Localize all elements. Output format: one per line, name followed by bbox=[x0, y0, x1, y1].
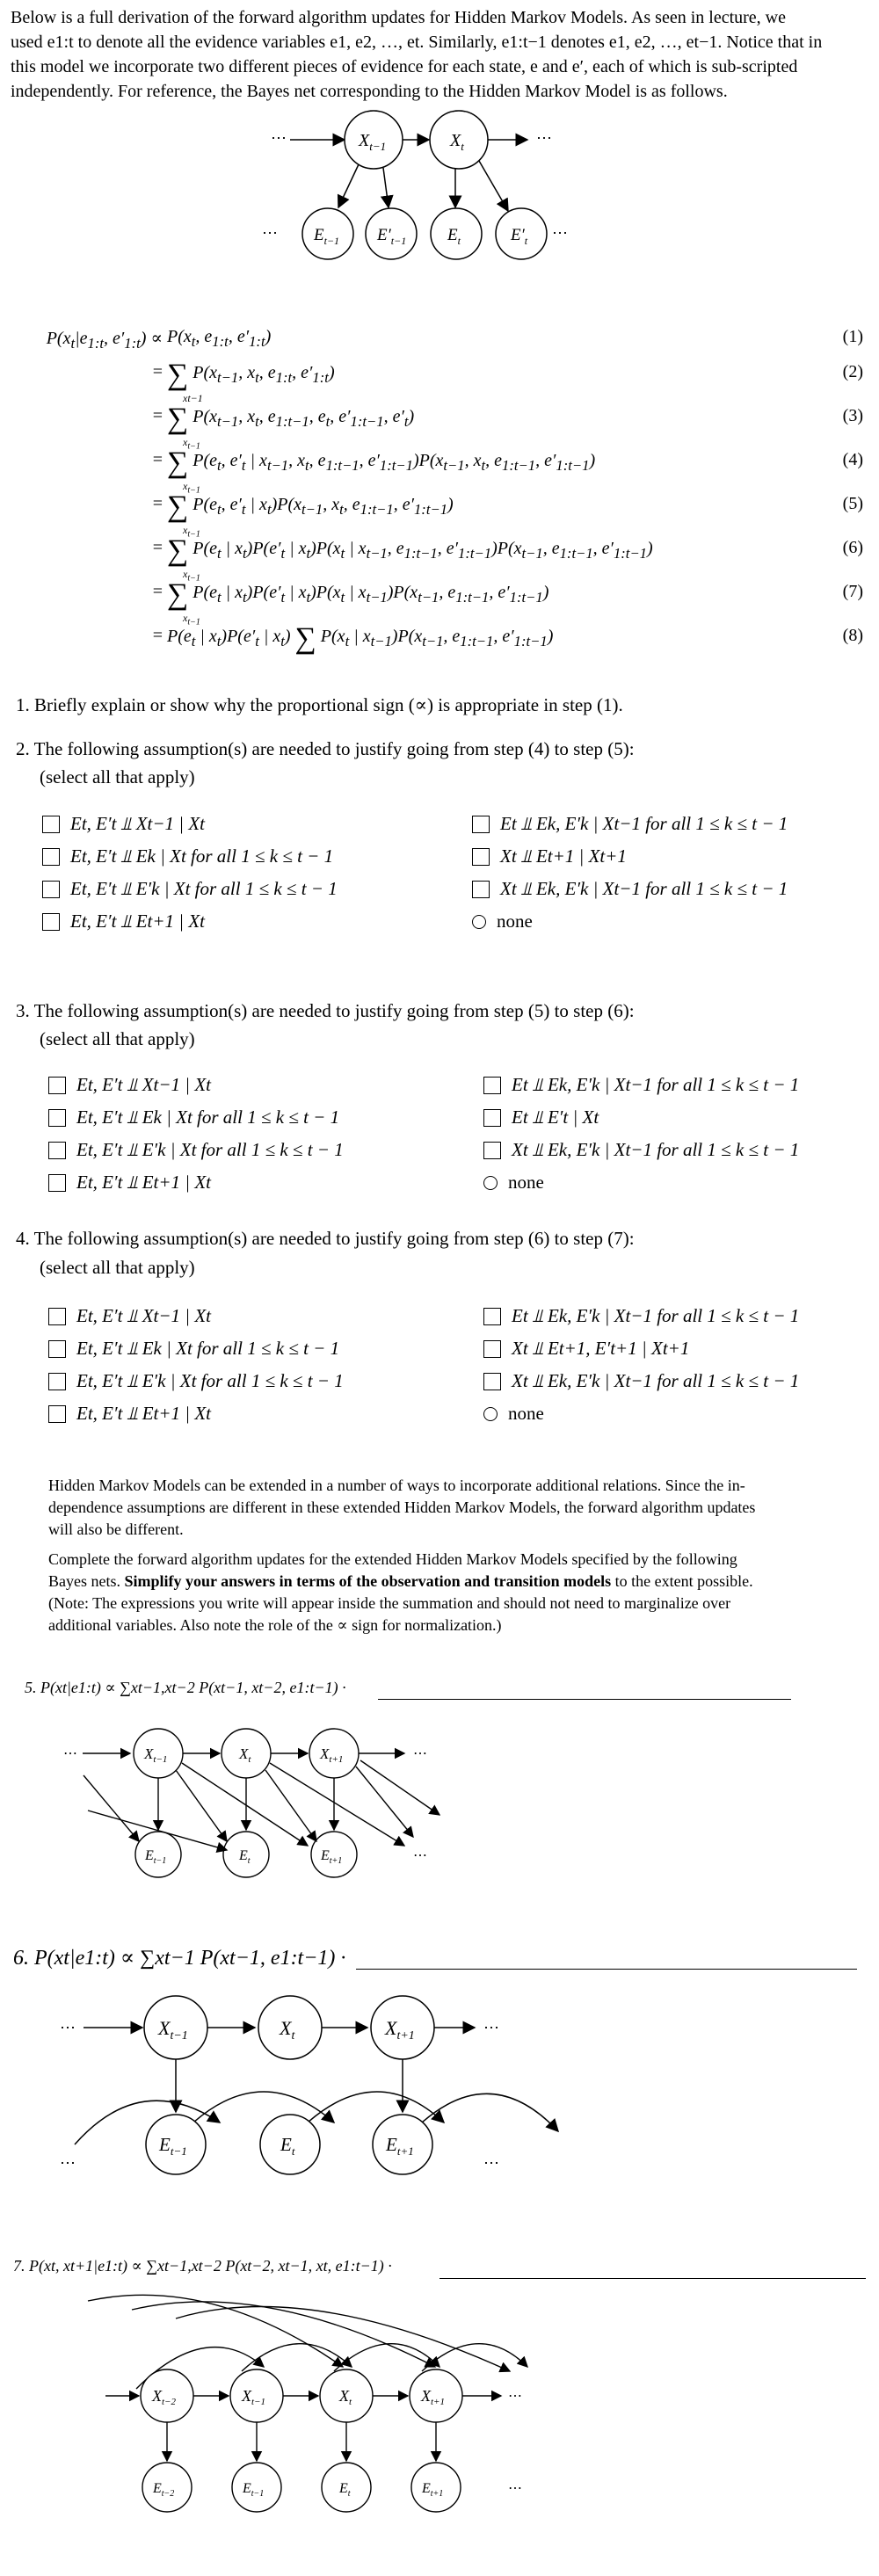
equation-number: (2) bbox=[842, 362, 863, 381]
svg-text:Xt−1: $X_{t-1}$ bbox=[158, 2017, 188, 2043]
checkbox[interactable] bbox=[483, 1308, 501, 1325]
svg-text:Xt+1: $X_{t+1}$ bbox=[421, 2387, 445, 2407]
diagram-q6 bbox=[44, 1982, 589, 2210]
intro-line-4: independently. For reference, the Bayes net corresponding to the Hidden Markov Model is as follows. bbox=[11, 82, 728, 101]
q2-option[interactable]: Xt ⫫ Et+1 | Xt+1 bbox=[472, 845, 627, 867]
q4-option[interactable]: Et, E′t ⫫ Ek | Xt for all 1 ≤ k ≤ t − 1 bbox=[48, 1338, 339, 1360]
node-x-t-plus-1 bbox=[309, 1729, 359, 1778]
derivation-rhs: $P(x_t$, $e_{1:t}$, $e'_{1:t}$) bbox=[167, 327, 272, 350]
node-e-t-minus-1 bbox=[302, 208, 353, 259]
q4-option[interactable]: Xt ⫫ Ek, E′k | Xt−1 for all 1 ≤ k ≤ t − 1 bbox=[483, 1370, 799, 1392]
q3-option[interactable]: Et, E′t ⫫ Ek | Xt for all 1 ≤ k ≤ t − 1 bbox=[48, 1107, 339, 1128]
checkbox[interactable] bbox=[483, 1373, 501, 1390]
svg-text:⋯: ⋯ bbox=[413, 1746, 427, 1761]
checkbox[interactable] bbox=[42, 881, 60, 898]
q2-option[interactable]: Et, E′t ⫫ E′k | Xt for all 1 ≤ k ≤ t − 1 bbox=[42, 878, 338, 900]
checkbox[interactable] bbox=[42, 816, 60, 833]
svg-text:Et−1: $E_{t-1}$ bbox=[314, 226, 340, 247]
answer-line-5[interactable] bbox=[378, 1699, 791, 1700]
radio[interactable] bbox=[472, 915, 486, 929]
node-e-t-minus-2 bbox=[142, 2463, 192, 2512]
svg-text:Xt+1: $X_{t+1}$ bbox=[320, 1745, 344, 1765]
svg-text:⋯: ⋯ bbox=[483, 2019, 499, 2036]
svg-text:Et−1: $E_{t-1}$ bbox=[159, 2134, 187, 2158]
q2-option-none[interactable]: none bbox=[472, 911, 533, 932]
q3-option[interactable]: Et ⫫ Ek, E′k | Xt−1 for all 1 ≤ k ≤ t − 1 bbox=[483, 1074, 799, 1096]
svg-text:Et+1: $E_{t+1}$ bbox=[422, 2481, 444, 2499]
q3-option-none[interactable]: none bbox=[483, 1172, 544, 1194]
q3-option[interactable]: Et, E′t ⫫ Et+1 | Xt bbox=[48, 1172, 211, 1194]
svg-text:Xt+1: $X_{t+1}$ bbox=[385, 2017, 415, 2043]
node-e-t-minus-1 bbox=[232, 2463, 281, 2512]
svg-text:Xt: $X_t$ bbox=[239, 1745, 251, 1765]
question-2-sub: (select all that apply) bbox=[40, 766, 195, 787]
svg-text:⋯: ⋯ bbox=[60, 2154, 76, 2172]
equation-number: (6) bbox=[842, 538, 863, 557]
checkbox[interactable] bbox=[472, 881, 490, 898]
q4-option[interactable]: Et ⫫ Ek, E′k | Xt−1 for all 1 ≤ k ≤ t − 1 bbox=[483, 1305, 799, 1327]
q4-option[interactable]: Et, E′t ⫫ Et+1 | Xt bbox=[48, 1403, 211, 1425]
svg-text:Et−2: $E_{t-2}$ bbox=[153, 2481, 175, 2499]
q2-option[interactable]: Et, E′t ⫫ Ek | Xt for all 1 ≤ k ≤ t − 1 bbox=[42, 845, 333, 867]
svg-text:Xt: $X_t$ bbox=[450, 131, 464, 153]
derivation-row-3: = ∑ $P(x_{t-1}$, $x_t$, $e_{1:t-1}$, $e_t$, $e'_{1:t-1}$, $e'_t$) $x_{t-1}$ (3) bbox=[152, 403, 863, 452]
node-x-t-minus-1 bbox=[230, 2369, 283, 2422]
checkbox[interactable] bbox=[483, 1340, 501, 1358]
svg-text:Xt: $X_t$ bbox=[339, 2387, 352, 2407]
extended-hmm-paragraph-1: Hidden Markov Models can be extended in a number of ways to incorporate additional relations. Since the in- dependence assumptions are different in these extended Hidden Markov Models, the forward algorithm updates will also be different. bbox=[48, 1477, 756, 1538]
checkbox[interactable] bbox=[483, 1077, 501, 1094]
question-3-sub: (select all that apply) bbox=[40, 1028, 195, 1049]
equation-number: (4) bbox=[842, 450, 863, 469]
answer-line-7[interactable] bbox=[440, 2278, 866, 2279]
extended-hmm-paragraph-2: Complete the forward algorithm updates for the extended Hidden Markov Models specified by the following Bayes nets. Simplify your answers in terms of the observation and transition models to the extent possible. (Note: The expressions you write will appear inside the summation and should not need to marginalize over additional variables. Also note the role of the ∝ sign for normalization.) bbox=[48, 1550, 753, 1634]
intro-line-2: used e1:t to denote all the evidence variables e1, e2, …, et. Similarly, e1:t−1 denotes e1, e2, …, et−1. Notice that in bbox=[11, 33, 823, 52]
svg-text:Et: $E_t$ bbox=[239, 1848, 251, 1866]
derivation-row-7: = ∑ $P(e_t$ | $x_t)P(e'_t$ | $x_t)P(x_t$ | $x_{t-1})P(x_{t-1}$, $e_{1:t-1}$, $e'_{1:t-1}$) $x_{t-1}$ (7) bbox=[152, 578, 863, 628]
equation-number: (5) bbox=[842, 494, 863, 513]
q4-option[interactable]: Xt ⫫ Et+1, E′t+1 | Xt+1 bbox=[483, 1338, 689, 1360]
intro-paragraph bbox=[11, 5, 872, 104]
question-6: 6. P(xt|e1:t) ∝ ∑xt−1 P(xt−1, e1:t−1) · bbox=[13, 1947, 346, 1970]
q4-option[interactable]: Et, E′t ⫫ E′k | Xt for all 1 ≤ k ≤ t − 1 bbox=[48, 1370, 344, 1392]
checkbox[interactable] bbox=[48, 1142, 66, 1159]
equation-number: (1) bbox=[842, 327, 863, 346]
q3-option[interactable]: Et, E′t ⫫ E′k | Xt for all 1 ≤ k ≤ t − 1 bbox=[48, 1139, 344, 1161]
svg-text:Xt: $X_t$ bbox=[280, 2017, 295, 2043]
dots-bottom-left: ⋯ bbox=[262, 224, 278, 242]
q2-option[interactable]: Et, E′t ⫫ Xt−1 | Xt bbox=[42, 813, 205, 835]
checkbox[interactable] bbox=[48, 1308, 66, 1325]
derivation-row-2: = ∑ $P(x_{t-1}$, $x_t$, $e_{1:t}$, $e'_{1:t}$) xt−1 (2) bbox=[152, 359, 863, 404]
equation-number: (8) bbox=[842, 626, 863, 645]
svg-text:E′t−1: $E'_{t-1}$ bbox=[377, 226, 407, 247]
question-3: 3. The following assumption(s) are needed to justify going from step (5) to step (6): bbox=[16, 1000, 635, 1021]
svg-text:⋯: ⋯ bbox=[508, 2481, 522, 2496]
q2-option[interactable]: Et ⫫ Ek, E′k | Xt−1 for all 1 ≤ k ≤ t − 1 bbox=[472, 813, 788, 835]
svg-text:⋯: ⋯ bbox=[60, 2019, 76, 2036]
hmm-bayes-net-diagram bbox=[264, 110, 598, 268]
equation-number: (7) bbox=[842, 582, 863, 601]
q3-option[interactable]: Xt ⫫ Ek, E′k | Xt−1 for all 1 ≤ k ≤ t − 1 bbox=[483, 1139, 799, 1161]
question-4: 4. The following assumption(s) are needed to justify going from step (6) to step (7): bbox=[16, 1228, 635, 1249]
checkbox[interactable] bbox=[48, 1109, 66, 1127]
question-4-sub: (select all that apply) bbox=[40, 1257, 195, 1278]
svg-text:Et−1: $E_{t-1}$ bbox=[145, 1848, 167, 1866]
svg-text:⋯: ⋯ bbox=[413, 1848, 427, 1863]
q2-option[interactable]: Xt ⫫ Ek, E′k | Xt−1 for all 1 ≤ k ≤ t − 1 bbox=[472, 878, 788, 900]
dots-right: ⋯ bbox=[536, 129, 552, 147]
checkbox[interactable] bbox=[42, 848, 60, 866]
svg-text:E′t: $E'_t$ bbox=[511, 226, 528, 247]
svg-text:Et+1: $E_{t+1}$ bbox=[321, 1848, 343, 1866]
node-e-t-plus-1 bbox=[311, 1832, 357, 1877]
checkbox[interactable] bbox=[48, 1174, 66, 1192]
derivation-lhs: $P(x_t|e_{1:t}$, $e'_{1:t}$) ∝ bbox=[46, 329, 163, 352]
svg-text:⋯: ⋯ bbox=[483, 2154, 499, 2172]
checkbox[interactable] bbox=[472, 848, 490, 866]
node-e-t-minus-1 bbox=[135, 1832, 181, 1877]
diagram-q5 bbox=[53, 1714, 510, 1907]
question-1: 1. Briefly explain or show why the proportional sign (∝) is appropriate in step (1). bbox=[16, 694, 623, 715]
checkbox[interactable] bbox=[48, 1340, 66, 1358]
q4-option[interactable]: Et, E′t ⫫ Xt−1 | Xt bbox=[48, 1305, 211, 1327]
svg-text:⋯: ⋯ bbox=[63, 1746, 77, 1761]
svg-text:Et: $E_t$ bbox=[280, 2134, 295, 2158]
checkbox[interactable] bbox=[472, 816, 490, 833]
diagram-q7 bbox=[88, 2283, 598, 2565]
intro-line-1: Below is a full derivation of the forward algorithm updates for Hidden Markov Models. As seen in lecture, we bbox=[11, 8, 787, 27]
question-7: 7. P(xt, xt+1|e1:t) ∝ ∑xt−1,xt−2 P(xt−2, xt−1, xt, e1:t−1) · bbox=[13, 2257, 392, 2275]
dots-bottom-right: ⋯ bbox=[552, 224, 568, 242]
svg-text:Xt−2: $X_{t-2}$ bbox=[152, 2387, 176, 2407]
checkbox[interactable] bbox=[48, 1405, 66, 1423]
node-x-t-minus-2 bbox=[141, 2369, 193, 2422]
equation-number: (3) bbox=[842, 406, 863, 425]
q3-option[interactable]: Et ⫫ E′t | Xt bbox=[483, 1107, 599, 1128]
svg-text:Xt−1: $X_{t-1}$ bbox=[242, 2387, 265, 2407]
svg-text:⋯: ⋯ bbox=[508, 2389, 522, 2404]
derivation-row-6: = ∑ $P(e_t$ | $x_t)P(e'_t$ | $x_t)P(x_t$ | $x_{t-1}$, $e_{1:t-1}$, $e'_{1:t-1})P(x_{t-1}$, $e_{1:t-1}$, $e'_{1:t-1}$) $x_{t-1}$ (6) bbox=[152, 534, 863, 584]
derivation-row-1 bbox=[0, 327, 879, 362]
intro-line-3: this model we incorporate two different pieces of evidence for each state, e and e′, each of which is sub-scripted bbox=[11, 57, 798, 76]
derivation-row-5: = ∑ $P(e_t$, $e'_t$ | $x_t)P(x_{t-1}$, $x_t$, $e_{1:t-1}$, $e'_{1:t-1}$) $x_{t-1}$ (5) bbox=[152, 490, 863, 540]
svg-text:Et: $E_t$ bbox=[339, 2481, 351, 2499]
node-x-t-minus-1 bbox=[144, 1996, 207, 2059]
node-x-t-plus-1 bbox=[410, 2369, 462, 2422]
svg-text:Xt−1: $X_{t-1}$ bbox=[144, 1745, 168, 1765]
q3-option[interactable]: Et, E′t ⫫ Xt−1 | Xt bbox=[48, 1074, 211, 1096]
node-e-t-plus-1 bbox=[411, 2463, 461, 2512]
answer-line-6[interactable] bbox=[356, 1969, 857, 1970]
node-x-t-plus-1 bbox=[371, 1996, 434, 2059]
q4-option-none[interactable]: none bbox=[483, 1403, 544, 1425]
question-2: 2. The following assumption(s) are needed to justify going from step (4) to step (5): bbox=[16, 738, 635, 759]
radio[interactable] bbox=[483, 1407, 498, 1421]
svg-text:Et−1: $E_{t-1}$ bbox=[243, 2481, 265, 2499]
svg-text:Et+1: $E_{t+1}$ bbox=[386, 2134, 414, 2158]
checkbox[interactable] bbox=[483, 1142, 501, 1159]
question-5: 5. P(xt|e1:t) ∝ ∑xt−1,xt−2 P(xt−1, xt−2, e1:t−1) · bbox=[25, 1679, 346, 1696]
checkbox[interactable] bbox=[483, 1109, 501, 1127]
radio[interactable] bbox=[483, 1176, 498, 1190]
checkbox[interactable] bbox=[42, 913, 60, 931]
svg-text:Et: $E_t$ bbox=[447, 226, 461, 247]
derivation-row-8: = $P(e_t$ | $x_t)P(e'_t$ | $x_t$) ∑ $P(x_t$ | $x_{t-1})P(x_{t-1}$, $e_{1:t-1}$, $e'_{1:t-1}$) (8) bbox=[152, 622, 863, 655]
checkbox[interactable] bbox=[48, 1373, 66, 1390]
q2-option[interactable]: Et, E′t ⫫ Et+1 | Xt bbox=[42, 911, 205, 932]
svg-text:Xt−1: $X_{t-1}$ bbox=[359, 131, 387, 153]
checkbox[interactable] bbox=[48, 1077, 66, 1094]
node-e-prime-t-minus-1 bbox=[366, 208, 417, 259]
derivation-row-4: = ∑ $P(e_t$, $e'_t$ | $x_{t-1}$, $x_t$, $e_{1:t-1}$, $e'_{1:t-1})P(x_{t-1}$, $x_t$, $e_{1:t-1}$, $e'_{1:t-1}$) $x_{t-1}$ (4) bbox=[152, 446, 863, 496]
dots-left: ⋯ bbox=[271, 129, 287, 147]
